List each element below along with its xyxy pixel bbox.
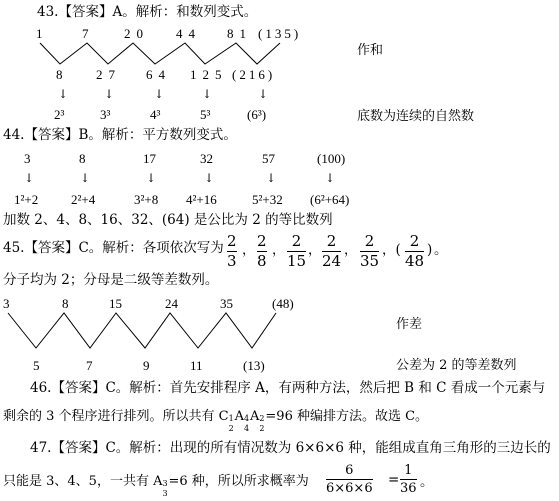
q44-top-4: 32: [200, 151, 213, 166]
q45-top-5: 35: [220, 296, 233, 311]
q45-sep-3: ，: [308, 242, 322, 258]
q43-note-sum: 作和: [357, 43, 384, 58]
q44-bottom-5: 5²+32: [252, 192, 283, 207]
q47-line1: 47.【答案】C。解析：出现的所有情况数为 6×6×6 种，能组成直角三角形的三边长的: [30, 440, 551, 456]
q45-sep-2: ，: [272, 242, 286, 258]
q45-bottom-1: 5: [33, 358, 40, 373]
q45-sep-1: ，: [242, 242, 256, 258]
q43-top-2: 7: [82, 26, 89, 41]
q45-sep-4: ，: [344, 242, 358, 258]
q45-fraction-1: 2 3: [227, 232, 237, 270]
q44-conclusion: 加数 2、4、8、16、32、(64) 是公比为 2 的等比数列: [3, 212, 333, 228]
q43-cube-1: 2³: [54, 107, 65, 122]
q43-bottom-4: 125: [190, 67, 228, 82]
q43-cube-3: 4³: [150, 107, 161, 122]
q45-bottom-4: 11: [190, 358, 203, 373]
q45-bottom-5: (13): [243, 358, 265, 373]
q43-bottom-2: 27: [96, 67, 121, 82]
q43-top-4: 44: [176, 26, 201, 41]
q44-arrow-1: ↓: [24, 171, 35, 185]
q44-bottom-2: 2²+4: [71, 192, 96, 207]
q45-bottom-2: 7: [86, 358, 93, 373]
q44-top-2: 8: [79, 151, 86, 166]
q43-bottom-1: 8: [56, 67, 63, 82]
q43-cube-5: (6³): [247, 107, 267, 122]
q45-line2: 分子均为 2；分母是二级等差数列。: [3, 272, 219, 288]
q45-fraction-5: 2 35: [360, 232, 380, 270]
q44-bottom-6: (6²+64): [310, 192, 350, 207]
q44-bottom-4: 4²+16: [186, 192, 217, 207]
q45-top-3: 15: [109, 296, 122, 311]
q44-arrow-2: ↓: [80, 171, 91, 185]
q44-bottom-3: 3²+8: [134, 192, 159, 207]
q43-top-3: 20: [124, 26, 149, 41]
q45-bottom-3: 9: [143, 358, 150, 373]
q43-top-5: 81: [227, 26, 252, 41]
q44-top-5: 57: [262, 151, 275, 166]
q45-note-diff: 作差: [396, 317, 423, 332]
q45-sep-5: ，(: [382, 242, 401, 258]
q44-top-6: (100): [317, 151, 346, 166]
q47-tail: 。: [420, 474, 434, 490]
q45-top-4: 24: [165, 296, 178, 311]
q44-top-1: 3: [24, 151, 31, 166]
q46-line2: 剩余的 3 个程序进行排列。所以共有 C 1 2 A 4 4 A 2 2 =96 种编排方法。故选 C。: [3, 409, 429, 433]
q45-heading: 45.【答案】C。解析：各项依次写为: [3, 240, 224, 256]
q43-arrow-5: ↓: [258, 87, 269, 101]
q43-cube-4: 5³: [200, 107, 211, 122]
q43-note-base: 底数为连续的自然数: [357, 109, 475, 124]
q47-equals: =: [388, 472, 400, 488]
q43-top-6: (135): [258, 26, 302, 41]
q45-close-paren: ): [427, 242, 433, 258]
q46-line1: 46.【答案】C。解析：首先安排程序 A，有两种方法，然后把 B 和 C 看成一个元素与: [30, 380, 546, 396]
q44-arrow-4: ↓: [204, 171, 215, 185]
q43-bottom-3: 64: [146, 67, 171, 82]
q45-top-2: 8: [62, 296, 69, 311]
q45-fraction-3: 2 15: [287, 232, 307, 270]
q45-top-1: 3: [3, 296, 10, 311]
q45-top-6: (48): [272, 296, 294, 311]
q43-top-1: 1: [36, 26, 43, 41]
q45-fraction-6: 2 48: [405, 232, 425, 270]
q45-fraction-2: 2 8: [257, 232, 267, 270]
q43-arrow-2: ↓: [104, 87, 115, 101]
q47-probability-fraction: 6 6×6×6: [326, 463, 373, 496]
q44-bottom-1: 1²+2: [14, 192, 39, 207]
q43-arrow-1: ↓: [58, 87, 69, 101]
q43-bottom-5: (216): [232, 67, 276, 82]
q44-arrow-5: ↓: [266, 171, 277, 185]
q43-cube-2: 3³: [100, 107, 111, 122]
q44-arrow-6: ↓: [325, 171, 336, 185]
q45-note-seq: 公差为 2 的等差数列: [396, 358, 517, 373]
q47-result-fraction: 1 36: [400, 463, 417, 496]
q45-tail: 。: [434, 242, 448, 258]
q44-arrow-3: ↓: [146, 171, 157, 185]
q45-fraction-4: 2 24: [322, 232, 342, 270]
q47-line2: 只能是 3、4、5，一共有 A 3 3 =6 种，所以所求概率为: [3, 474, 309, 498]
q44-top-3: 17: [143, 151, 156, 166]
q44-heading: 44.【答案】B。解析：平方数列变式。: [3, 127, 237, 143]
q43-arrow-4: ↓: [202, 87, 213, 101]
q43-arrow-3: ↓: [154, 87, 165, 101]
q43-heading: 43.【答案】A。解析：和数列变式。: [37, 4, 258, 20]
